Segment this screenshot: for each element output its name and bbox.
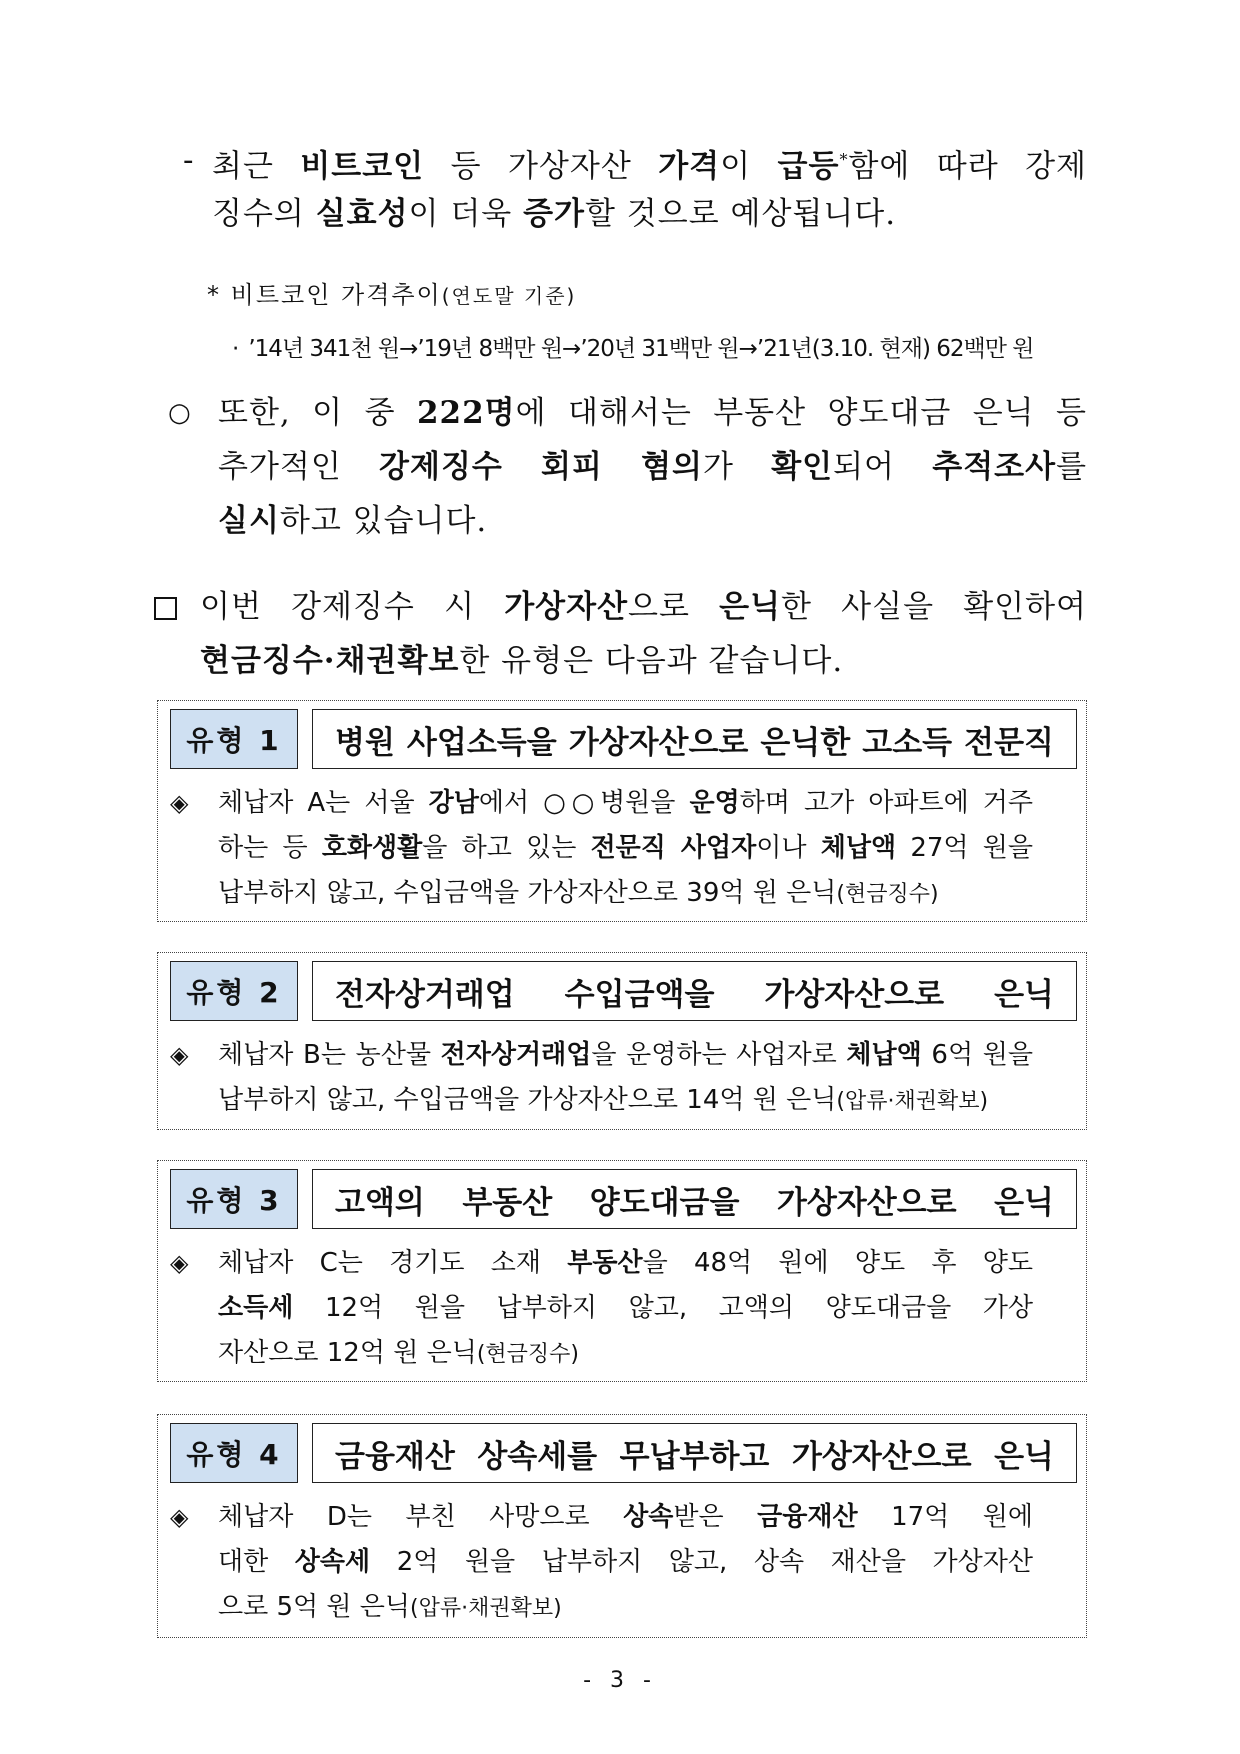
price-trend-line: · ’14년 341천 원→’19년 8백만 원→’20년 31백만 원→’21년(3.10. 현재) 62백만 원 bbox=[232, 336, 1034, 362]
case-title-3: 고액의 부동산 양도대금을 가상자산으로 은닉 bbox=[312, 1169, 1077, 1229]
intro-dash: - bbox=[183, 142, 195, 178]
case-box-3: 유형 3 고액의 부동산 양도대금을 가상자산으로 은닉 ◈ 체납자 C는 경기도 소재 부동산을 48억 원에 양도 후 양도 소득세 12억 원을 납부하지 않고, 고액의 양도대금을 가상 자산으로 12억 원 은닉(현금징수) bbox=[157, 1160, 1087, 1382]
square-line-1: 이번 강제징수 시 가상자산으로 은닉한 사실을 확인하여 bbox=[200, 589, 1087, 625]
diamond-icon: ◈ bbox=[170, 1041, 189, 1069]
case-box-2: 유형 2 전자상거래업 수입금액을 가상자산으로 은닉 ◈ 체납자 B는 농산물 전자상거래업을 운영하는 사업자로 체납액 6억 원을 납부하지 않고, 수입금액을 가상자산으로 14억 원 은닉(압류·채권확보) bbox=[157, 952, 1087, 1130]
circle-line-3: 실시하고 있습니다. bbox=[218, 503, 488, 539]
diamond-icon: ◈ bbox=[170, 1249, 189, 1277]
case-tag-4: 유형 4 bbox=[170, 1423, 298, 1483]
case-tag-2: 유형 2 bbox=[170, 961, 298, 1021]
case-title-1: 병원 사업소득을 가상자산으로 은닉한 고소득 전문직 bbox=[312, 709, 1077, 769]
intro-line-2: 징수의 실효성이 더욱 증가할 것으로 예상됩니다. bbox=[212, 196, 897, 232]
case-tag-1: 유형 1 bbox=[170, 709, 298, 769]
page-number: - 3 - bbox=[583, 1668, 657, 1693]
footnote-marker: * bbox=[839, 150, 849, 169]
circle-line-1: 또한, 이 중 222명에 대해서는 부동산 양도대금 은닉 등 bbox=[218, 395, 1087, 431]
diamond-icon: ◈ bbox=[170, 1503, 189, 1531]
case-tag-3: 유형 3 bbox=[170, 1169, 298, 1229]
circle-line-2: 추가적인 강제징수 회피 혐의가 확인되어 추적조사를 bbox=[218, 449, 1088, 485]
price-note: * 비트코인 가격추이(연도말 기준) bbox=[207, 281, 577, 309]
case-title-4: 금융재산 상속세를 무납부하고 가상자산으로 은닉 bbox=[312, 1423, 1077, 1483]
diamond-icon: ◈ bbox=[170, 789, 189, 817]
case-box-1: 유형 1 병원 사업소득을 가상자산으로 은닉한 고소득 전문직 ◈ 체납자 A는 서울 강남에서 ○○병원을 운영하며 고가 아파트에 거주 하는 등 호화생활을 하고 있는 전문직 사업자이나 체납액 27억 원을 납부하지 않고, 수입금액을 가상자산으로 39억 원 은닉(현금징수) bbox=[157, 700, 1087, 922]
square-line-2: 현금징수·채권확보한 유형은 다음과 같습니다. bbox=[200, 643, 844, 679]
bitcoin-text: 비트코인 bbox=[300, 148, 425, 185]
intro-line-1: 최근 비트코인 등 가상자산 가격이 급등*함에 따라 강제 bbox=[212, 148, 1088, 185]
case-box-4: 유형 4 금융재산 상속세를 무납부하고 가상자산으로 은닉 ◈ 체납자 D는 부친 사망으로 상속받은 금융재산 17억 원에 대한 상속세 2억 원을 납부하지 않고, 상속 재산을 가상자산 으로 5억 원 은닉(압류·채권확보) bbox=[157, 1414, 1087, 1638]
circle-marker: ○ bbox=[168, 398, 192, 428]
case-title-2: 전자상거래업 수입금액을 가상자산으로 은닉 bbox=[312, 961, 1077, 1021]
square-marker bbox=[154, 597, 177, 620]
